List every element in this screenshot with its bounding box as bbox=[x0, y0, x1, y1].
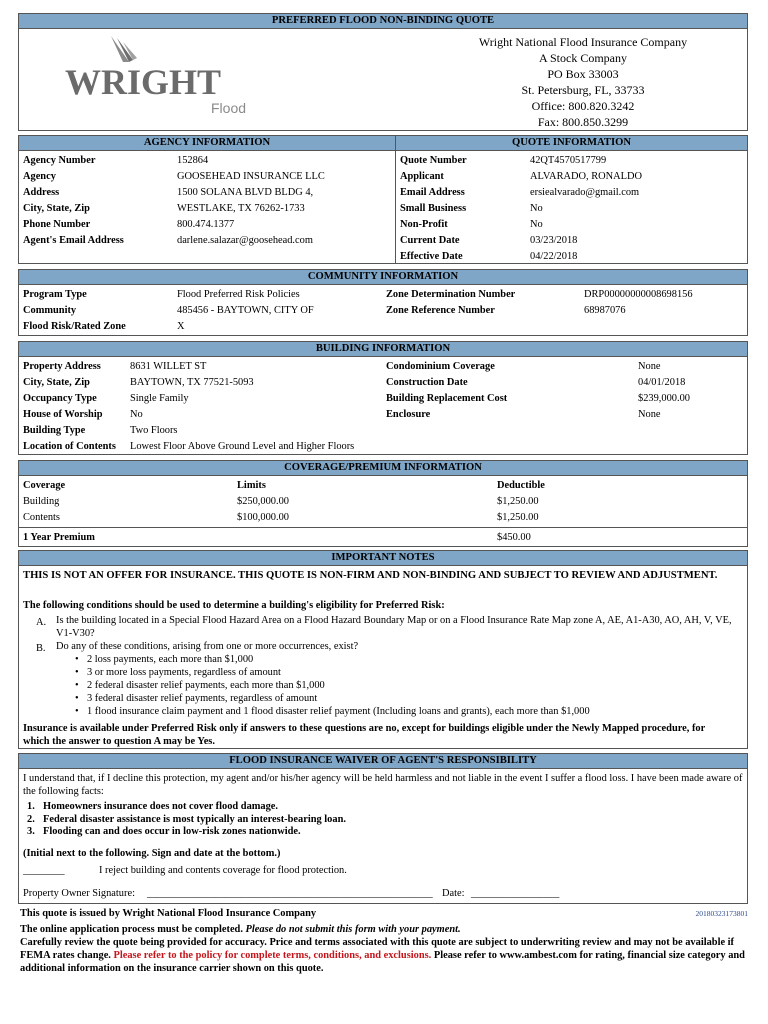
location-of-contents: Lowest Floor Above Ground Level and Higher Floors bbox=[130, 441, 355, 452]
review-disclaimer bbox=[20, 936, 748, 975]
premium-divider bbox=[19, 527, 747, 528]
online-process-note bbox=[20, 923, 461, 936]
coverage-type: Building bbox=[23, 496, 60, 507]
condominium-coverage: None bbox=[638, 361, 661, 372]
coverage-limit: $100,000.00 bbox=[237, 512, 289, 523]
agency-quote-section bbox=[18, 135, 748, 264]
ambest-note: Please refer to www.ambest.com for rating, financial size category and additional information on the insurance carrier shown on this quote. bbox=[20, 950, 745, 974]
column-header-coverage: Coverage bbox=[23, 480, 66, 491]
notes-section bbox=[18, 550, 748, 749]
company-name: Wright National Flood Insurance Company bbox=[478, 35, 688, 49]
waiver-header: FLOOD INSURANCE WAIVER OF AGENT'S RESPONSIBILITY bbox=[19, 754, 747, 769]
item-a-marker: A. bbox=[36, 617, 47, 628]
field-label: Condominium Coverage bbox=[386, 361, 495, 372]
coverage-limit: $250,000.00 bbox=[237, 496, 289, 507]
waiver-intro: I understand that, if I decline this protection, my agent and/or his/her agency will be held harmless and not liable in the event I suffer a flood loss. I have been made aware of the following facts: bbox=[23, 773, 743, 797]
document-id: 20180323173801 bbox=[695, 909, 748, 918]
field-label: Email Address bbox=[400, 187, 465, 198]
agent-email: darlene.salazar@goosehead.com bbox=[177, 235, 313, 246]
agency-name: GOOSEHEAD INSURANCE LLC bbox=[177, 171, 325, 182]
preferred-risk-note: Insurance is available under Preferred Risk only if answers to these questions are no, except for buildings eligible under the Newly Mapped procedure, for which the answer to question A may be Yes. bbox=[23, 723, 706, 747]
field-label: Program Type bbox=[23, 289, 87, 300]
agency-row bbox=[19, 185, 325, 201]
column-header-limits: Limits bbox=[237, 480, 266, 491]
fact-number: 3. bbox=[27, 826, 35, 837]
signature-field[interactable]: _______________________________________________________ bbox=[147, 888, 433, 899]
item-a-text: Is the building located in a Special Flood Hazard Area on a Flood Hazard Boundary Map or on a Flood Insurance Rate Map zone A, AE, A1-A30, AO, AH, V, VE, V1-V30? bbox=[56, 615, 732, 639]
waiver-section bbox=[18, 753, 748, 904]
zone-reference-number: 68987076 bbox=[584, 305, 626, 316]
list-item: • 1 flood insurance claim payment and 1 flood disaster relief payment (Including loans and grants), each more than $1,000 bbox=[75, 705, 590, 718]
company-address bbox=[421, 34, 745, 130]
list-item: • 3 federal disaster relief payments, regardless of amount bbox=[75, 692, 590, 705]
signature-label: Property Owner Signature: bbox=[23, 888, 135, 899]
field-label: City, State, Zip bbox=[23, 377, 90, 388]
building-header: BUILDING INFORMATION bbox=[19, 342, 747, 357]
field-label: Occupancy Type bbox=[23, 393, 97, 404]
field-label: Building Type bbox=[23, 425, 86, 436]
field-label: Applicant bbox=[400, 171, 444, 182]
list-item: • 2 federal disaster relief payments, each more than $1,000 bbox=[75, 679, 590, 692]
coverage-deductible: $1,250.00 bbox=[497, 512, 539, 523]
list-item: • 3 or more loss payments, regardless of amount bbox=[75, 666, 590, 679]
payment-note: Please do not submit this form with your payment. bbox=[245, 924, 461, 935]
community-name: 485456 - BAYTOWN, CITY OF bbox=[177, 305, 314, 316]
page-title: PREFERRED FLOOD NON-BINDING QUOTE bbox=[19, 14, 747, 29]
flood-zone: X bbox=[177, 321, 185, 332]
company-fax: Fax: 800.850.3299 bbox=[537, 115, 629, 129]
fact-text: Flooding can and does occur in low-risk zones nationwide. bbox=[43, 826, 301, 837]
quote-row bbox=[396, 169, 642, 185]
quote-row bbox=[396, 233, 642, 249]
fact-text: Federal disaster assistance is most typically an interest-bearing loan. bbox=[43, 813, 346, 825]
small-business: No bbox=[530, 203, 543, 214]
applicant-email: ersiealvarado@gmail.com bbox=[530, 187, 640, 198]
community-header: COMMUNITY INFORMATION bbox=[19, 270, 747, 285]
header-section bbox=[18, 13, 748, 131]
date-label: Date: bbox=[442, 888, 465, 899]
logo-wordmark: WRIGHT bbox=[65, 62, 222, 102]
logo-subtitle: Flood bbox=[211, 100, 247, 116]
issued-by: This quote is issued by Wright National Flood Insurance Company bbox=[20, 908, 317, 919]
fact-text: Homeowners insurance does not cover flood damage. bbox=[43, 801, 279, 812]
field-label: City, State, Zip bbox=[23, 203, 90, 214]
non-binding-warning: THIS IS NOT AN OFFER FOR INSURANCE. THIS QUOTE IS NON-FIRM AND NON-BINDING AND SUBJECT TO REVIEW AND ADJUSTMENT. bbox=[23, 570, 718, 581]
coverage-section bbox=[18, 460, 748, 547]
review-text: Carefully review the quote being provided for accuracy. Price and terms associated with this quote are subject to underwriting review and may not be available if FEMA rates change. bbox=[20, 937, 735, 961]
item-b-text: Do any of these conditions, arising from one or more occurrences, exist? bbox=[56, 641, 359, 652]
community-section bbox=[18, 269, 748, 336]
building-section bbox=[18, 341, 748, 455]
non-profit: No bbox=[530, 219, 543, 230]
current-date: 03/23/2018 bbox=[530, 235, 578, 246]
field-label: Non-Profit bbox=[400, 219, 448, 230]
field-label: Location of Contents bbox=[23, 441, 116, 452]
conditions-title: The following conditions should be used to determine a building's eligibility for Preferred Risk: bbox=[23, 600, 445, 611]
field-label: Community bbox=[23, 305, 77, 316]
fact-number: 2. bbox=[27, 813, 35, 825]
field-label: Quote Number bbox=[400, 155, 467, 166]
column-header-deductible: Deductible bbox=[497, 480, 545, 491]
field-label: Enclosure bbox=[386, 409, 431, 420]
company-po-box: PO Box 33003 bbox=[547, 67, 619, 81]
field-label: Current Date bbox=[400, 235, 460, 246]
agency-row bbox=[19, 169, 325, 185]
company-city: St. Petersburg, FL, 33733 bbox=[521, 83, 645, 97]
community-left-table bbox=[19, 287, 314, 335]
replacement-cost: $239,000.00 bbox=[638, 393, 690, 404]
field-label: Phone Number bbox=[23, 219, 91, 230]
occupancy-type: Single Family bbox=[130, 393, 189, 404]
notes-header: IMPORTANT NOTES bbox=[19, 551, 747, 566]
fact-item bbox=[27, 826, 346, 839]
quote-row bbox=[396, 249, 642, 265]
coverage-header: COVERAGE/PREMIUM INFORMATION bbox=[19, 461, 747, 476]
initial-field[interactable]: ________ bbox=[23, 865, 65, 876]
field-label: Zone Determination Number bbox=[386, 289, 516, 300]
quote-row bbox=[396, 185, 642, 201]
online-process-bold: The online application process must be completed. bbox=[20, 924, 243, 935]
property-address: 8631 WILLET ST bbox=[130, 361, 207, 372]
community-right-table bbox=[382, 287, 693, 319]
field-label: Effective Date bbox=[400, 251, 463, 262]
coverage-type: Contents bbox=[23, 512, 60, 523]
quote-row bbox=[396, 153, 642, 169]
applicant-name: ALVARADO, RONALDO bbox=[530, 171, 642, 182]
date-field[interactable]: _________________ bbox=[471, 888, 560, 899]
agency-row bbox=[19, 153, 325, 169]
quote-row bbox=[396, 201, 642, 217]
field-label: Construction Date bbox=[386, 377, 468, 388]
quote-number: 42QT4570517799 bbox=[530, 155, 607, 166]
field-label: Property Address bbox=[23, 361, 101, 372]
house-of-worship: No bbox=[130, 409, 143, 420]
field-label: Agent's Email Address bbox=[23, 235, 124, 246]
building-right-table bbox=[382, 359, 690, 423]
premium-label: 1 Year Premium bbox=[23, 532, 95, 543]
fact-item bbox=[27, 801, 346, 814]
agency-table bbox=[19, 153, 325, 249]
field-label: Address bbox=[23, 187, 60, 198]
agency-header: AGENCY INFORMATION bbox=[19, 136, 395, 151]
field-label: Agency bbox=[23, 171, 56, 182]
field-label: Zone Reference Number bbox=[386, 305, 495, 316]
field-label: Small Business bbox=[400, 203, 467, 214]
eligibility-bullet-list bbox=[75, 653, 590, 718]
fact-item bbox=[27, 814, 346, 827]
zone-determination-number: DRP00000000008698156 bbox=[584, 289, 693, 300]
item-b-marker: B. bbox=[36, 643, 46, 654]
fact-number: 1. bbox=[27, 801, 35, 812]
quote-header: QUOTE INFORMATION bbox=[396, 136, 747, 151]
construction-date: 04/01/2018 bbox=[638, 377, 686, 388]
policy-terms-note: Please refer to the policy for complete terms, conditions, and exclusions. bbox=[113, 950, 432, 961]
agency-row bbox=[19, 233, 325, 249]
agency-row bbox=[19, 217, 325, 233]
property-city: BAYTOWN, TX 77521-5093 bbox=[130, 377, 254, 388]
coverage-deductible: $1,250.00 bbox=[497, 496, 539, 507]
field-label: Agency Number bbox=[23, 155, 96, 166]
building-left-table bbox=[19, 359, 354, 455]
program-type: Flood Preferred Risk Policies bbox=[177, 289, 300, 300]
field-label: Building Replacement Cost bbox=[386, 393, 508, 404]
premium-value: $450.00 bbox=[497, 532, 531, 543]
quote-row bbox=[396, 217, 642, 233]
agency-address: 1500 SOLANA BLVD BLDG 4, bbox=[177, 187, 314, 198]
effective-date: 04/22/2018 bbox=[530, 251, 578, 262]
initial-instructions: (Initial next to the following. Sign and date at the bottom.) bbox=[23, 848, 281, 859]
reject-coverage-text: I reject building and contents coverage for flood protection. bbox=[99, 865, 347, 876]
agency-row bbox=[19, 201, 325, 217]
agency-city: WESTLAKE, TX 76262-1733 bbox=[177, 203, 305, 214]
waiver-facts bbox=[27, 801, 346, 839]
company-office: Office: 800.820.3242 bbox=[531, 99, 635, 113]
field-label: Flood Risk/Rated Zone bbox=[23, 321, 126, 332]
company-type: A Stock Company bbox=[538, 51, 627, 65]
building-type: Two Floors bbox=[130, 425, 178, 436]
agency-phone: 800.474.1377 bbox=[177, 219, 235, 230]
field-label: House of Worship bbox=[23, 409, 103, 420]
list-item: • 2 loss payments, each more than $1,000 bbox=[75, 653, 590, 666]
quote-table bbox=[396, 153, 642, 265]
company-logo bbox=[65, 32, 255, 122]
agency-number: 152864 bbox=[177, 155, 209, 166]
enclosure: None bbox=[638, 409, 661, 420]
